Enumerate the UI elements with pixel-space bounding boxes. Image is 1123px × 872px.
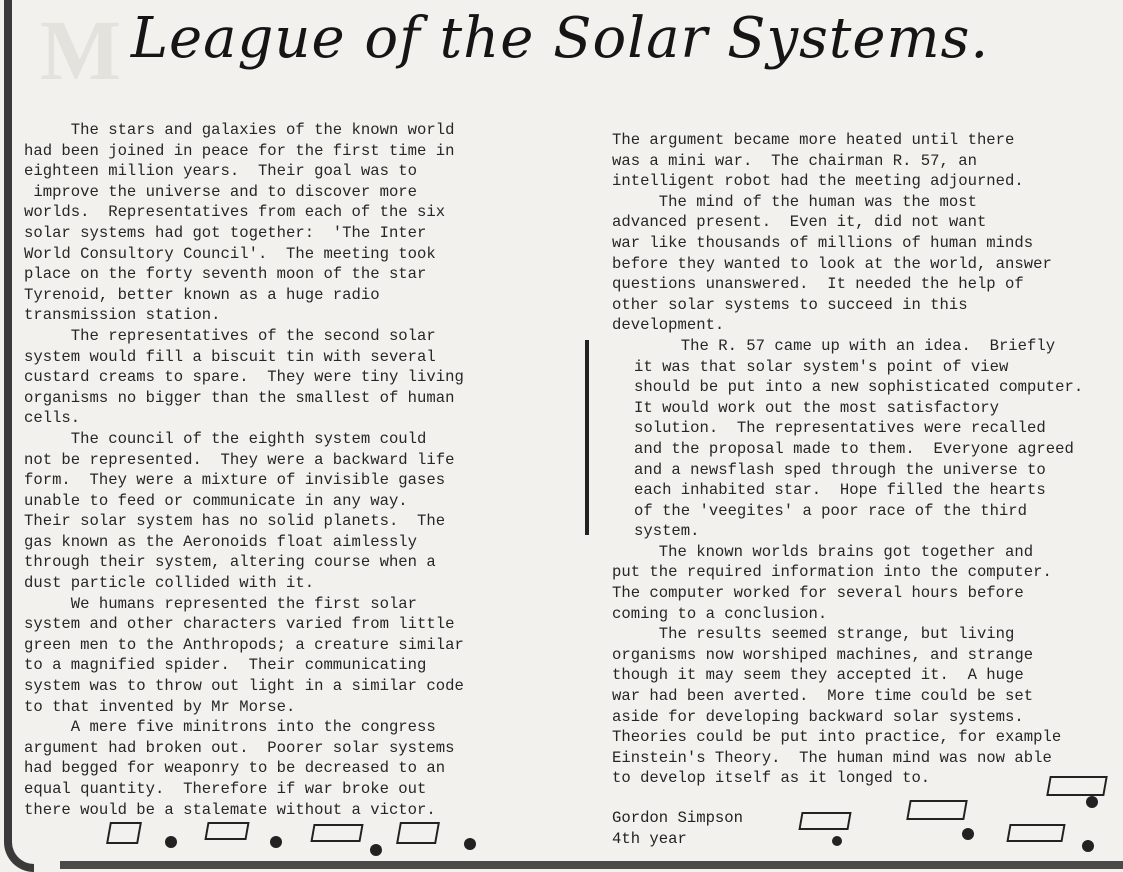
text-line: was a mini war. The chairman R. 57, an xyxy=(612,151,977,170)
text-line: worlds. Representatives from each of the six xyxy=(24,203,446,222)
text-line: it was that solar system's point of view xyxy=(634,357,1009,376)
text-line: cells. xyxy=(24,409,81,428)
text-line: green men to the Anthropods; a creature similar xyxy=(24,635,464,654)
deco-box xyxy=(906,800,968,820)
text-line: transmission station. xyxy=(24,306,221,325)
text-line: system. xyxy=(634,522,700,541)
text-line: Their solar system has no solid planets. The xyxy=(24,512,446,531)
deco-box xyxy=(310,824,363,842)
text-line: each inhabited star. Hope filled the hearts xyxy=(634,481,1046,500)
text-line: The results seemed strange, but living xyxy=(612,625,1015,644)
text-line: had been joined in peace for the first time in xyxy=(24,141,455,160)
text-line: custard creams to spare. They were tiny living xyxy=(24,368,464,387)
text-line: system was to throw out light in a similar code xyxy=(24,677,464,696)
article-right-column xyxy=(612,130,1083,789)
text-line: put the required information into the computer. xyxy=(612,563,1052,582)
text-line: organisms now worshiped machines, and strange xyxy=(612,645,1034,664)
text-line: before they wanted to look at the world, answer xyxy=(612,254,1052,273)
text-line: aside for developing backward solar systems. xyxy=(612,707,1024,726)
article-left-column xyxy=(24,120,464,820)
deco-dot xyxy=(1086,796,1098,808)
text-line: to a magnified spider. Their communicating xyxy=(24,656,427,675)
text-line: A mere five minitrons into the congress xyxy=(24,718,436,737)
text-line: development. xyxy=(612,316,725,335)
deco-dot xyxy=(165,836,177,848)
bleed-through-ghost: M xyxy=(40,2,126,98)
text-line: there would be a stalemate without a victor. xyxy=(24,800,436,819)
author-year: 4th year xyxy=(612,829,687,848)
deco-box xyxy=(396,822,440,844)
deco-box xyxy=(798,812,851,830)
text-line: The mind of the human was the most xyxy=(612,192,977,211)
deco-dot xyxy=(270,836,282,848)
text-line: The representatives of the second solar xyxy=(24,326,436,345)
text-line: coming to a conclusion. xyxy=(612,604,828,623)
text-line: system would fill a biscuit tin with several xyxy=(24,347,436,366)
text-line: argument had broken out. Poorer solar systems xyxy=(24,738,455,757)
deco-box xyxy=(204,822,249,840)
text-line: and the proposal made to them. Everyone agreed xyxy=(634,439,1074,458)
deco-box xyxy=(1006,824,1065,842)
text-line: through their system, altering course when a xyxy=(24,553,436,572)
text-line: should be put into a new sophisticated computer. xyxy=(634,378,1084,397)
text-line: organisms no bigger than the smallest of human xyxy=(24,388,455,407)
text-line: though it may seem they accepted it. A huge xyxy=(612,666,1024,685)
text-line: The known worlds brains got together and xyxy=(612,542,1034,561)
article-title: League of the Solar Systems. xyxy=(130,6,990,71)
text-line: World Consultory Council'. The meeting took xyxy=(24,244,436,263)
text-line: Tyrenoid, better known as a huge radio xyxy=(24,285,380,304)
author-signature xyxy=(612,808,743,849)
text-line: The computer worked for several hours before xyxy=(612,584,1024,603)
text-line: solar systems had got together: 'The Inter xyxy=(24,223,427,242)
page-border-bottom xyxy=(60,861,1123,869)
text-line: The R. 57 came up with an idea. Briefly xyxy=(634,336,1056,355)
text-line: It would work out the most satisfactory xyxy=(634,398,999,417)
text-line: The argument became more heated until there xyxy=(612,131,1015,149)
text-line: war like thousands of millions of human minds xyxy=(612,233,1034,252)
text-line: form. They were a mixture of invisible gases xyxy=(24,471,446,490)
deco-box xyxy=(106,822,142,844)
text-line: equal quantity. Therefore if war broke out xyxy=(24,780,427,798)
text-line: to develop itself as it longed to. xyxy=(612,769,931,788)
text-line: questions unanswered. It needed the help of xyxy=(612,275,1024,294)
text-line: solution. The representatives were recalled xyxy=(634,419,1046,438)
text-line: to that invented by Mr Morse. xyxy=(24,697,296,716)
text-line: and a newsflash sped through the universe to xyxy=(634,460,1046,479)
text-line: advanced present. Even it, did not want xyxy=(612,213,987,232)
text-line: of the 'veegites' a poor race of the third xyxy=(634,501,1028,520)
text-line: gas known as the Aeronoids float aimlessly xyxy=(24,532,418,551)
text-line: intelligent robot had the meeting adjourned. xyxy=(612,172,1024,191)
text-line: war had been averted. More time could be set xyxy=(612,687,1034,706)
text-line: Einstein's Theory. The human mind was now able xyxy=(612,748,1052,767)
deco-dot xyxy=(962,828,974,840)
text-line: eighteen million years. Their goal was to xyxy=(24,162,418,181)
text-line: The council of the eighth system could xyxy=(24,429,427,448)
author-name: Gordon Simpson xyxy=(612,809,744,827)
text-line: dust particle collided with it. xyxy=(24,574,315,593)
deco-dot xyxy=(464,838,476,850)
deco-dot xyxy=(832,836,842,846)
text-line: place on the forty seventh moon of the star xyxy=(24,265,427,284)
text-line: Theories could be put into practice, for example xyxy=(612,728,1062,747)
text-line: had begged for weaponry to be decreased to an xyxy=(24,759,446,778)
deco-dot xyxy=(370,844,382,856)
column-divider xyxy=(585,340,589,535)
deco-dot xyxy=(1082,840,1094,852)
text-line: We humans represented the first solar xyxy=(24,594,418,613)
text-line: The stars and galaxies of the known world xyxy=(24,121,455,139)
text-line: system and other characters varied from little xyxy=(24,615,455,634)
text-line: other solar systems to succeed in this xyxy=(612,295,968,314)
text-line: not be represented. They were a backward life xyxy=(24,450,455,469)
text-line: unable to feed or communicate in any way. xyxy=(24,491,408,510)
deco-box xyxy=(1046,776,1108,796)
text-line: improve the universe and to discover more xyxy=(24,182,418,201)
